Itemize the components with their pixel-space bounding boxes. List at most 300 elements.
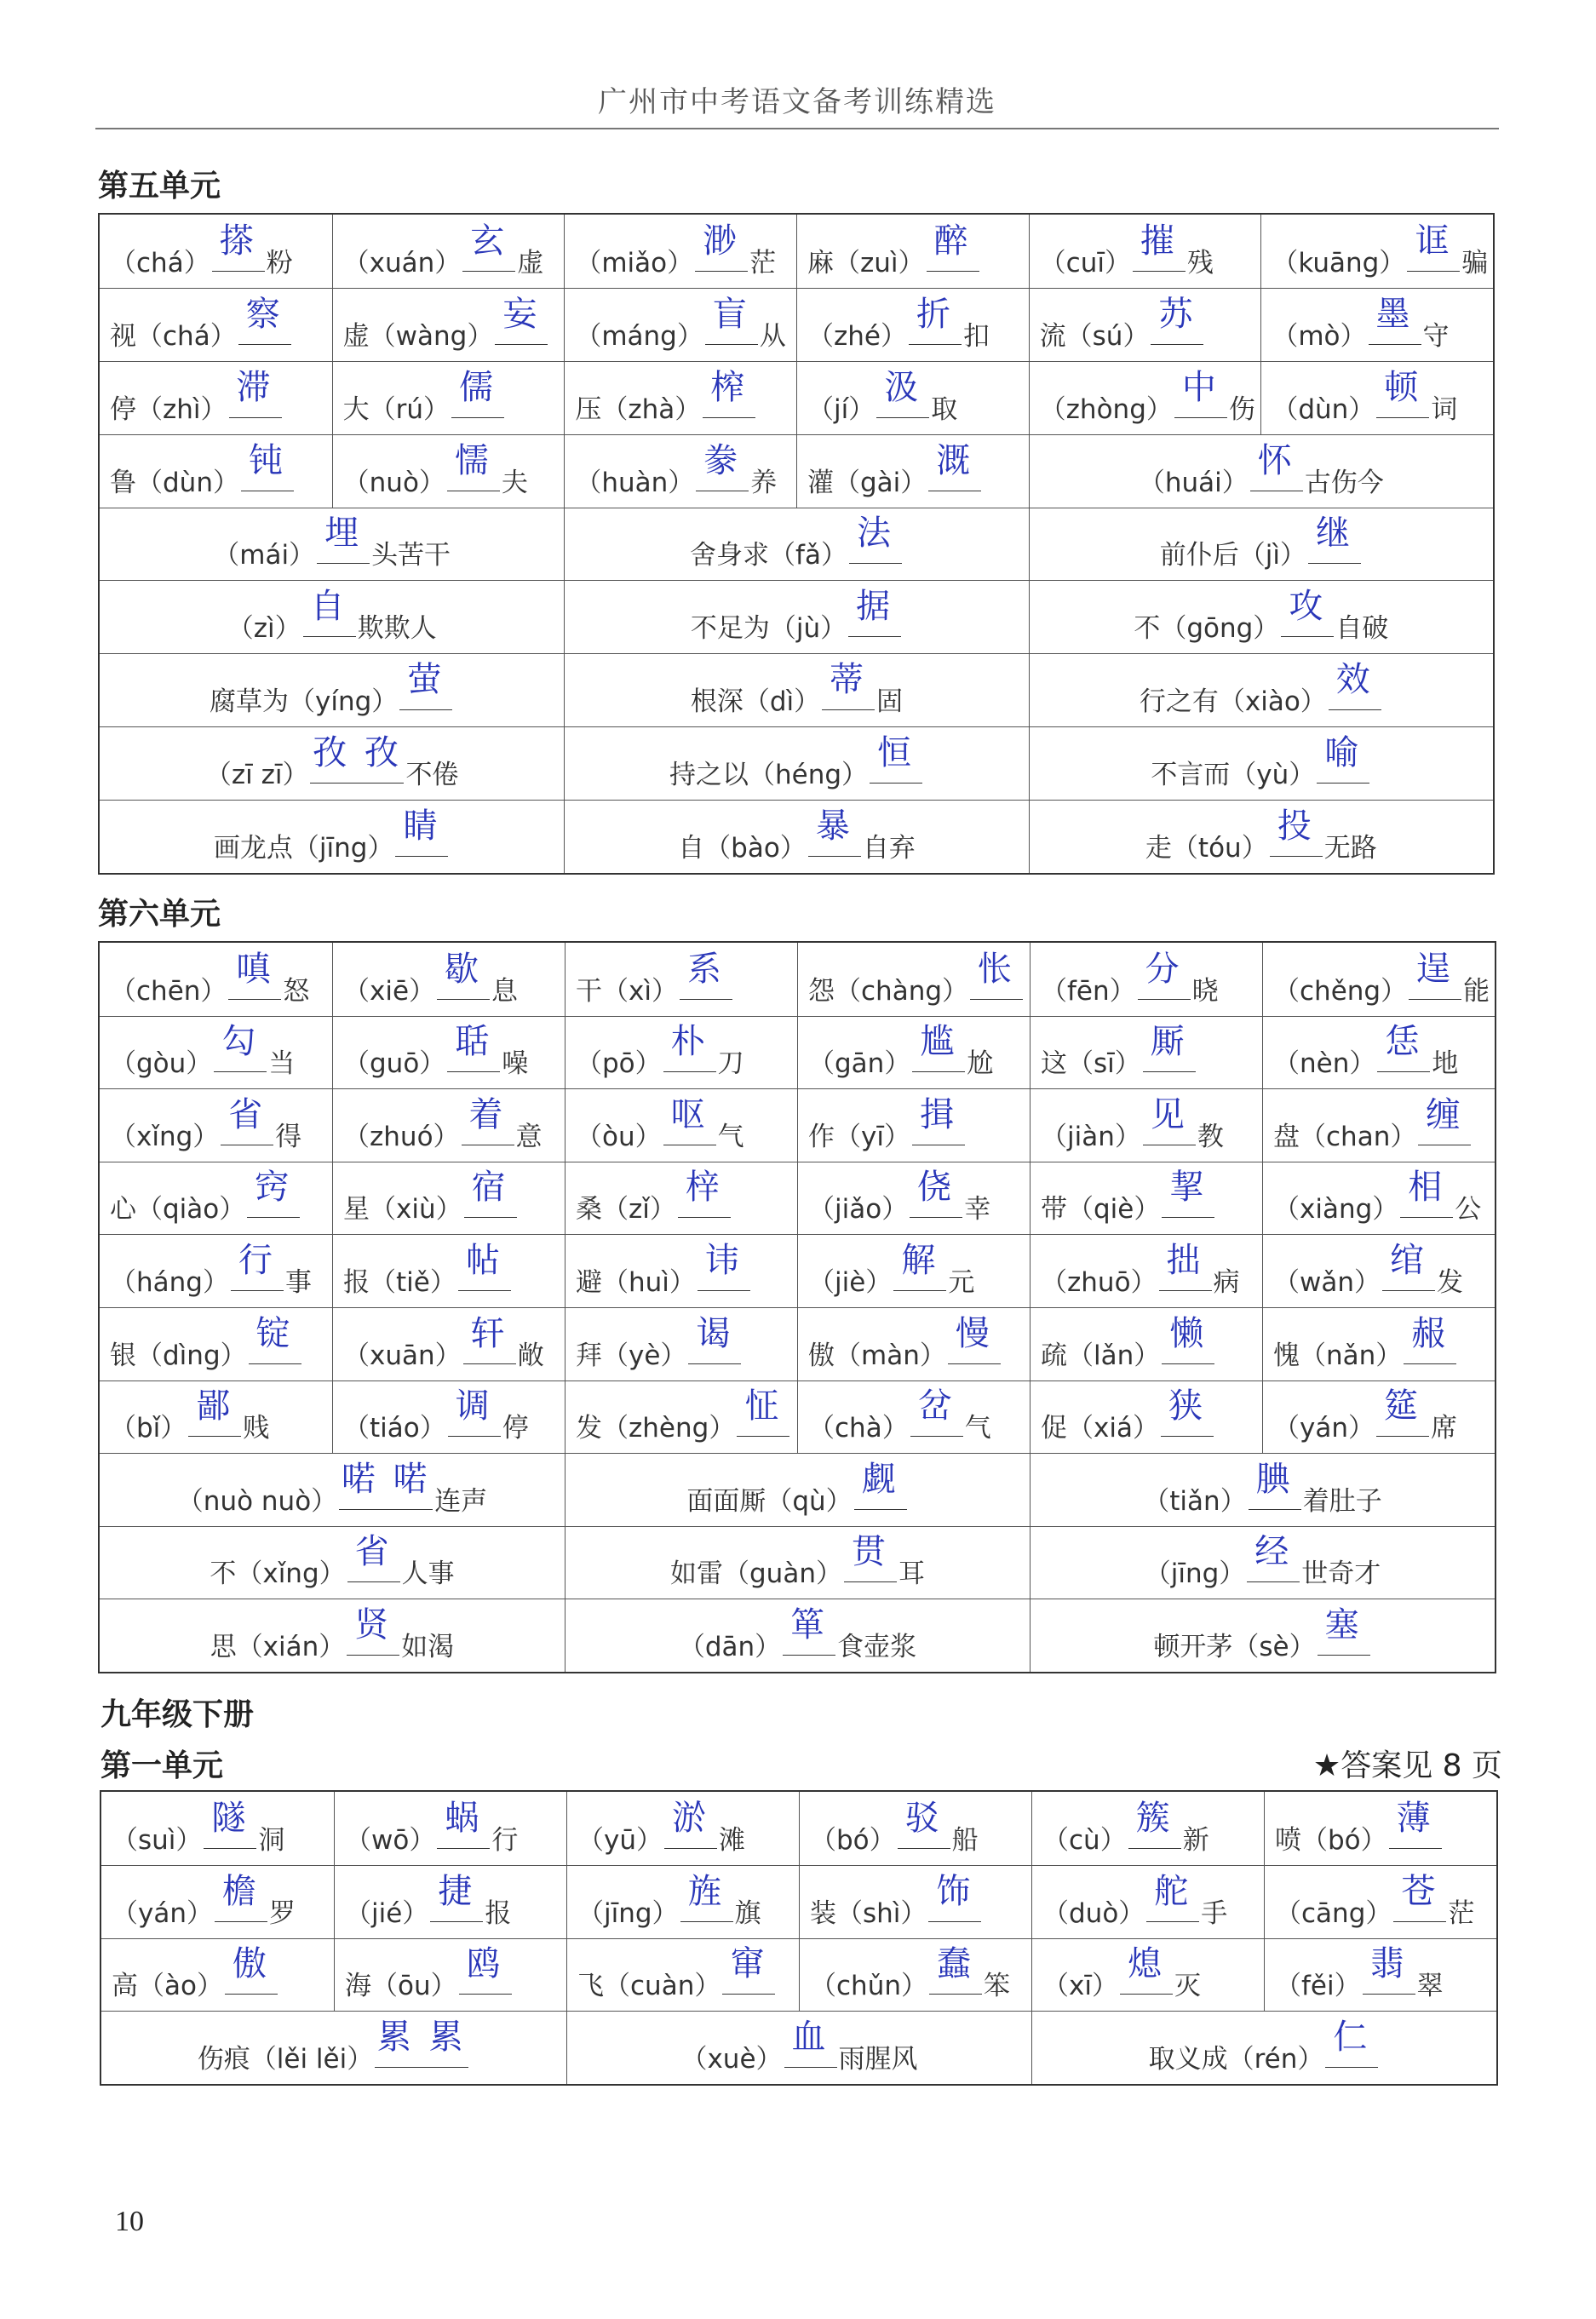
answer-blank — [722, 1944, 775, 1995]
vocab-cell — [796, 362, 1029, 434]
character-prefix: 流 — [1039, 320, 1066, 352]
table-row — [100, 215, 1493, 288]
answer-character: 滞 — [236, 367, 274, 407]
character-suffix: 气 — [717, 1121, 744, 1152]
vocab-cell — [565, 943, 797, 1016]
answer-blank — [225, 1944, 278, 1995]
answer-character: 勾 — [221, 1022, 260, 1062]
character-suffix: 能 — [1463, 975, 1490, 1007]
answer-character: 缠 — [1426, 1094, 1464, 1134]
answer-blank — [247, 1168, 300, 1218]
vocab-cell — [1029, 727, 1493, 800]
answer-character: 埋 — [324, 514, 363, 554]
answer-character: 渺 — [703, 221, 741, 261]
pinyin-label: （sú） — [1065, 320, 1150, 352]
answer-blank — [680, 949, 732, 1000]
vocab-cell — [797, 1308, 1030, 1380]
answer-character: 塞 — [1324, 1604, 1363, 1645]
answer-blank — [680, 1871, 733, 1922]
vocab-cell — [797, 1381, 1030, 1454]
vocab-cell — [1030, 1308, 1262, 1380]
character-prefix: 麻 — [807, 247, 834, 278]
vocab-cell — [1031, 1866, 1264, 1938]
table-row — [100, 1453, 1495, 1526]
pinyin-label: （xiē） — [343, 975, 436, 1007]
vocab-cell — [566, 1866, 799, 1938]
vocab-cell — [1260, 289, 1493, 361]
answer-character: 窍 — [255, 1168, 293, 1208]
pinyin-label: （xiàng） — [1273, 1194, 1399, 1226]
answer-blank — [495, 294, 548, 345]
vocab-cell — [334, 1866, 566, 1938]
answer-character: 萤 — [407, 660, 445, 700]
pinyin-label: （xǐng） — [236, 1558, 346, 1590]
vocab-cell — [332, 289, 565, 361]
vocab-cell — [797, 1235, 1030, 1307]
character-prefix: 伤痕 — [197, 2044, 250, 2075]
pinyin-label: （bào） — [704, 832, 807, 864]
answer-character: 讳 — [704, 1240, 743, 1280]
answer-character: 玄 — [470, 221, 508, 261]
answer-character: 翡 — [1369, 1944, 1408, 1984]
answer-character: 绾 — [1390, 1240, 1427, 1280]
pinyin-label: （chá） — [110, 247, 210, 278]
character-prefix: 不 — [1134, 613, 1161, 645]
table-row — [100, 726, 1493, 800]
character-prefix: 喷 — [1275, 1824, 1301, 1856]
vocab-cell — [1262, 1308, 1495, 1380]
character-suffix: 词 — [1431, 393, 1458, 425]
answer-blank — [228, 949, 281, 1000]
vocab-cell — [564, 801, 1028, 873]
answer-blank — [375, 2018, 468, 2068]
answer-character: 分 — [1145, 949, 1183, 989]
vocab-cell — [100, 1017, 332, 1089]
answer-blank — [462, 1094, 514, 1145]
table-unit5 — [98, 213, 1495, 875]
answer-blank — [437, 949, 490, 1000]
answer-blank — [1138, 949, 1191, 1000]
character-suffix: 旗 — [734, 1897, 761, 1929]
answer-character: 喏 喏 — [341, 1459, 431, 1499]
character-prefix: 高 — [112, 1971, 138, 2002]
answer-character: 觑 — [861, 1459, 899, 1499]
vocab-cell — [100, 1089, 332, 1162]
vocab-cell — [1030, 1599, 1495, 1672]
answer-blank — [1249, 1459, 1301, 1510]
character-suffix: 骗 — [1461, 247, 1489, 278]
vocab-cell — [799, 1939, 1031, 2012]
answer-character: 捷 — [438, 1871, 476, 1911]
pinyin-label: （jīng） — [1144, 1558, 1246, 1590]
answer-blank — [1143, 1022, 1196, 1072]
answer-character: 顿 — [1384, 367, 1422, 407]
answer-blank — [430, 1871, 483, 1922]
character-suffix: 古伤今 — [1304, 467, 1384, 498]
answer-character: 箪 — [790, 1604, 829, 1645]
vocab-cell — [100, 1599, 565, 1672]
answer-character: 摧 — [1140, 221, 1178, 261]
pinyin-label: （ào） — [138, 1971, 223, 2002]
answer-character: 恒 — [877, 733, 916, 773]
character-suffix: 笨 — [984, 1971, 1010, 2002]
answer-character: 豢 — [703, 440, 742, 480]
character-suffix: 无路 — [1323, 832, 1377, 864]
page-header: 广州市中考语文备考训练精选 — [598, 85, 996, 119]
table-row — [100, 1016, 1495, 1089]
pinyin-label: （guàn） — [723, 1558, 842, 1590]
answer-character: 宿 — [471, 1168, 509, 1208]
answer-character: 血 — [791, 2018, 830, 2057]
character-prefix: 不言而 — [1151, 760, 1231, 791]
character-suffix: 当 — [268, 1048, 296, 1080]
vocab-cell — [565, 1527, 1030, 1599]
answer-blank — [1162, 1168, 1214, 1218]
answer-character: 厮 — [1150, 1022, 1188, 1062]
answer-character: 汲 — [884, 367, 922, 407]
pinyin-label: （òu） — [576, 1121, 662, 1152]
pinyin-label: （jīng） — [577, 1897, 679, 1929]
answer-character: 赧 — [1411, 1313, 1450, 1353]
answer-character: 饰 — [936, 1871, 974, 1911]
answer-character: 着 — [468, 1094, 507, 1134]
pinyin-label: （zī zī） — [204, 760, 309, 791]
character-prefix: 心 — [110, 1194, 136, 1226]
character-prefix: 发 — [576, 1413, 602, 1444]
character-prefix: 这 — [1041, 1048, 1067, 1080]
pinyin-label: （háng） — [110, 1266, 229, 1298]
pinyin-label: （bó） — [1301, 1824, 1387, 1856]
table-row — [101, 2011, 1496, 2084]
vocab-cell — [1029, 581, 1493, 653]
answer-character: 傲 — [232, 1944, 270, 1984]
answer-blank — [317, 514, 370, 564]
pinyin-label: （xī） — [1042, 1971, 1118, 2002]
character-prefix: 傲 — [808, 1340, 835, 1371]
answer-blank — [1270, 806, 1323, 857]
character-prefix: 海 — [345, 1971, 371, 2002]
pinyin-label: （yū） — [577, 1824, 663, 1856]
table-row — [100, 508, 1493, 581]
pinyin-label: （huì） — [602, 1266, 696, 1298]
answer-character: 察 — [245, 294, 284, 334]
vocab-cell — [334, 1939, 566, 2012]
answer-blank — [204, 1798, 256, 1849]
answer-character: 揖 — [919, 1094, 957, 1134]
character-suffix: 连声 — [434, 1485, 488, 1517]
answer-blank — [447, 440, 500, 491]
table-row — [100, 361, 1493, 434]
character-prefix: 促 — [1041, 1413, 1067, 1444]
character-suffix: 刀 — [717, 1048, 744, 1080]
answer-blank — [221, 1094, 273, 1145]
answer-blank — [303, 587, 356, 637]
character-suffix: 人事 — [401, 1558, 455, 1590]
pinyin-label: （xiá） — [1067, 1413, 1159, 1444]
answer-character: 筵 — [1384, 1386, 1421, 1426]
section-title-unit6: 第六单元 — [98, 897, 221, 932]
pinyin-label: （fǎ） — [769, 540, 847, 571]
answer-character: 折 — [916, 294, 954, 334]
pinyin-label: （cuī） — [1039, 247, 1131, 278]
answer-character: 诓 — [1415, 221, 1453, 261]
pinyin-label: （dùn） — [1272, 393, 1375, 425]
answer-blank — [1382, 1240, 1435, 1291]
answer-blank — [695, 221, 748, 272]
vocab-cell — [796, 435, 1029, 508]
character-prefix: 腐草为 — [210, 686, 290, 718]
pinyin-label: （xián） — [236, 1631, 346, 1662]
pinyin-label: （jīng） — [292, 832, 394, 864]
answer-character: 钝 — [248, 440, 286, 480]
vocab-cell — [1030, 1162, 1262, 1235]
answer-character: 经 — [1254, 1532, 1293, 1572]
character-suffix: 虚 — [517, 247, 544, 278]
answer-blank — [783, 1604, 835, 1656]
answer-blank — [928, 440, 981, 491]
character-suffix: 发 — [1437, 1266, 1463, 1298]
character-suffix: 事 — [284, 1266, 312, 1298]
table-row — [100, 1599, 1495, 1672]
character-prefix: 虚 — [342, 320, 370, 352]
answer-character: 逞 — [1416, 949, 1455, 989]
vocab-cell — [100, 801, 564, 873]
character-suffix: 病 — [1213, 1266, 1240, 1298]
pinyin-label: （dān） — [678, 1631, 782, 1662]
character-prefix: 走 — [1145, 832, 1172, 864]
character-suffix: 怒 — [283, 975, 310, 1007]
answer-blank — [1317, 733, 1369, 784]
vocab-cell — [564, 727, 1028, 800]
character-suffix: 翠 — [1416, 1971, 1444, 2002]
pinyin-label: （bǐ） — [110, 1413, 187, 1444]
character-suffix: 滩 — [719, 1824, 745, 1856]
answer-blank — [1120, 1944, 1173, 1995]
pinyin-label: （nèn） — [1273, 1048, 1376, 1080]
answer-character: 帖 — [465, 1240, 503, 1280]
answer-blank — [212, 221, 265, 272]
character-prefix: 取义成 — [1148, 2044, 1228, 2075]
table-row — [100, 434, 1493, 508]
character-suffix: 地 — [1432, 1048, 1459, 1080]
pinyin-label: （lǎn） — [1067, 1340, 1161, 1371]
vocab-cell — [100, 362, 332, 434]
answer-character: 狭 — [1168, 1386, 1206, 1426]
character-suffix: 行 — [491, 1824, 519, 1856]
pinyin-label: （jié） — [345, 1897, 429, 1929]
pinyin-label: （tiáo） — [343, 1413, 446, 1444]
pinyin-label: （zhuó） — [343, 1121, 460, 1152]
character-prefix: 画龙点 — [213, 832, 293, 864]
answer-blank — [1369, 294, 1421, 345]
vocab-cell — [797, 1162, 1030, 1235]
pinyin-label: （qiè） — [1067, 1194, 1161, 1226]
answer-character: 投 — [1277, 806, 1315, 846]
vocab-cell — [565, 1599, 1030, 1672]
answer-blank — [448, 1386, 501, 1437]
answer-blank — [249, 1313, 301, 1364]
pinyin-label: （héng） — [748, 760, 869, 791]
table-row — [100, 1162, 1495, 1235]
vocab-cell — [1264, 1939, 1496, 2012]
vocab-cell — [1030, 1454, 1495, 1526]
answer-character: 搽 — [219, 221, 257, 261]
character-prefix: 压 — [575, 393, 602, 425]
vocab-cell — [1029, 289, 1261, 361]
vocab-cell — [332, 1308, 565, 1380]
character-suffix: 扣 — [963, 320, 990, 352]
pinyin-label: （qù） — [766, 1485, 853, 1517]
pinyin-label: （rú） — [369, 393, 451, 425]
character-prefix: 根深 — [690, 686, 743, 718]
vocab-cell — [565, 1235, 797, 1307]
character-suffix: 从 — [759, 320, 786, 352]
table-row — [100, 1234, 1495, 1307]
vocab-cell — [564, 654, 1028, 726]
pinyin-label: （jí） — [807, 393, 876, 425]
character-prefix: 思 — [210, 1631, 237, 1662]
answer-blank — [1128, 1798, 1181, 1849]
answer-blank — [310, 733, 404, 784]
vocab-cell — [1030, 1235, 1262, 1307]
vocab-cell — [100, 1381, 332, 1454]
character-suffix: 食壶浆 — [837, 1631, 917, 1662]
vocab-cell — [101, 1866, 334, 1938]
pinyin-label: （gān） — [808, 1048, 911, 1080]
answer-character: 谒 — [696, 1313, 734, 1353]
character-suffix: 教 — [1197, 1121, 1224, 1152]
pinyin-label: （zhòng） — [1039, 393, 1173, 425]
character-prefix: 不 — [210, 1558, 237, 1590]
book-title: 九年级下册 — [100, 1697, 255, 1732]
pinyin-label: （yù） — [1230, 760, 1316, 791]
pinyin-label: （miǎo） — [575, 247, 694, 278]
pinyin-label: （zhé） — [807, 320, 907, 352]
vocab-cell — [565, 1089, 797, 1162]
vocab-cell — [334, 1792, 566, 1865]
character-prefix: 桑 — [576, 1194, 602, 1226]
pinyin-label: （gòu） — [110, 1048, 213, 1080]
character-suffix: 罗 — [269, 1897, 296, 1929]
pinyin-label: （xiào） — [1218, 686, 1327, 718]
pinyin-label: （zhèng） — [602, 1413, 736, 1444]
character-suffix: 茫 — [749, 247, 777, 278]
answer-character: 蒂 — [830, 660, 868, 700]
vocab-cell — [564, 435, 796, 508]
answer-character: 蜗 — [445, 1798, 483, 1838]
pinyin-label: （jì） — [1238, 540, 1306, 571]
vocab-cell — [100, 1308, 332, 1380]
table-row — [100, 653, 1493, 726]
pinyin-label: （chēn） — [110, 975, 227, 1007]
answer-blank — [1159, 1240, 1212, 1291]
vocab-cell — [1262, 1089, 1495, 1162]
vocab-cell — [799, 1792, 1031, 1865]
answer-blank — [1393, 1871, 1446, 1922]
answer-character: 效 — [1335, 660, 1374, 700]
pinyin-label: （cuàn） — [604, 1971, 721, 2002]
answer-character: 暴 — [815, 806, 853, 846]
pinyin-label: （nǎn） — [1300, 1340, 1403, 1371]
answer-character: 朴 — [670, 1022, 709, 1062]
character-suffix: 新 — [1182, 1824, 1209, 1856]
character-suffix: 噪 — [502, 1048, 529, 1080]
vocab-cell — [1031, 2012, 1496, 2084]
answer-blank — [231, 1240, 284, 1291]
character-prefix: 不足为 — [690, 613, 770, 645]
vocab-cell — [1262, 1381, 1495, 1454]
character-suffix: 自弃 — [862, 832, 916, 864]
answer-blank — [948, 1313, 1001, 1364]
pinyin-label: （wǎn） — [1273, 1266, 1381, 1298]
answer-character: 蠢 — [937, 1944, 974, 1984]
answer-blank — [698, 1240, 750, 1291]
answer-character: 锭 — [255, 1313, 294, 1353]
character-prefix: 灌 — [807, 467, 834, 498]
answer-blank — [912, 1094, 965, 1145]
pinyin-label: （máng） — [575, 320, 703, 352]
pinyin-label: （jù） — [769, 613, 847, 645]
pinyin-label: （jiǎo） — [808, 1194, 909, 1226]
character-prefix: 干 — [576, 975, 602, 1007]
table-row — [100, 800, 1493, 873]
answer-character: 恁 — [1385, 1022, 1423, 1062]
vocab-cell — [332, 362, 565, 434]
character-suffix: 气 — [964, 1413, 991, 1444]
answer-character: 薄 — [1396, 1798, 1434, 1838]
pinyin-label: （nuò） — [342, 467, 445, 498]
answer-blank — [1308, 514, 1361, 564]
answer-character: 法 — [856, 514, 894, 554]
answer-character: 聒 — [455, 1022, 493, 1062]
character-suffix: 固 — [876, 686, 904, 718]
answer-blank — [1376, 367, 1429, 418]
character-suffix: 幸 — [964, 1194, 991, 1226]
pinyin-label: （yíng） — [289, 686, 399, 718]
vocab-cell — [566, 1939, 799, 2012]
answer-character: 嗔 — [236, 949, 274, 989]
answer-character: 檐 — [222, 1871, 260, 1911]
character-prefix: 怨 — [808, 975, 835, 1007]
pinyin-label: （yán） — [1273, 1413, 1375, 1444]
answer-character: 盲 — [712, 294, 750, 334]
answer-blank — [1281, 587, 1334, 637]
vocab-cell — [1260, 215, 1493, 288]
character-suffix: 报 — [485, 1897, 512, 1929]
answer-character: 苍 — [1401, 1871, 1439, 1911]
character-suffix: 夫 — [501, 467, 528, 498]
answer-blank — [703, 367, 755, 418]
answer-blank — [696, 440, 749, 491]
vocab-cell — [1264, 1792, 1496, 1865]
character-suffix: 贱 — [243, 1413, 270, 1444]
answer-character: 岔 — [917, 1386, 956, 1426]
answer-blank — [1146, 1871, 1199, 1922]
vocab-cell — [797, 1017, 1030, 1089]
answer-blank — [849, 514, 902, 564]
character-suffix: 欺欺人 — [357, 613, 437, 645]
answer-blank — [1151, 294, 1203, 345]
vocab-cell — [332, 1235, 565, 1307]
table-row — [100, 943, 1495, 1016]
answer-blank — [395, 806, 448, 857]
character-suffix: 自破 — [1335, 613, 1389, 645]
pinyin-label: （xuān） — [343, 1340, 462, 1371]
character-suffix: 灭 — [1174, 1971, 1201, 2002]
answer-character: 榨 — [710, 367, 749, 407]
character-prefix: 大 — [342, 393, 370, 425]
answer-character: 怅 — [978, 949, 1016, 989]
